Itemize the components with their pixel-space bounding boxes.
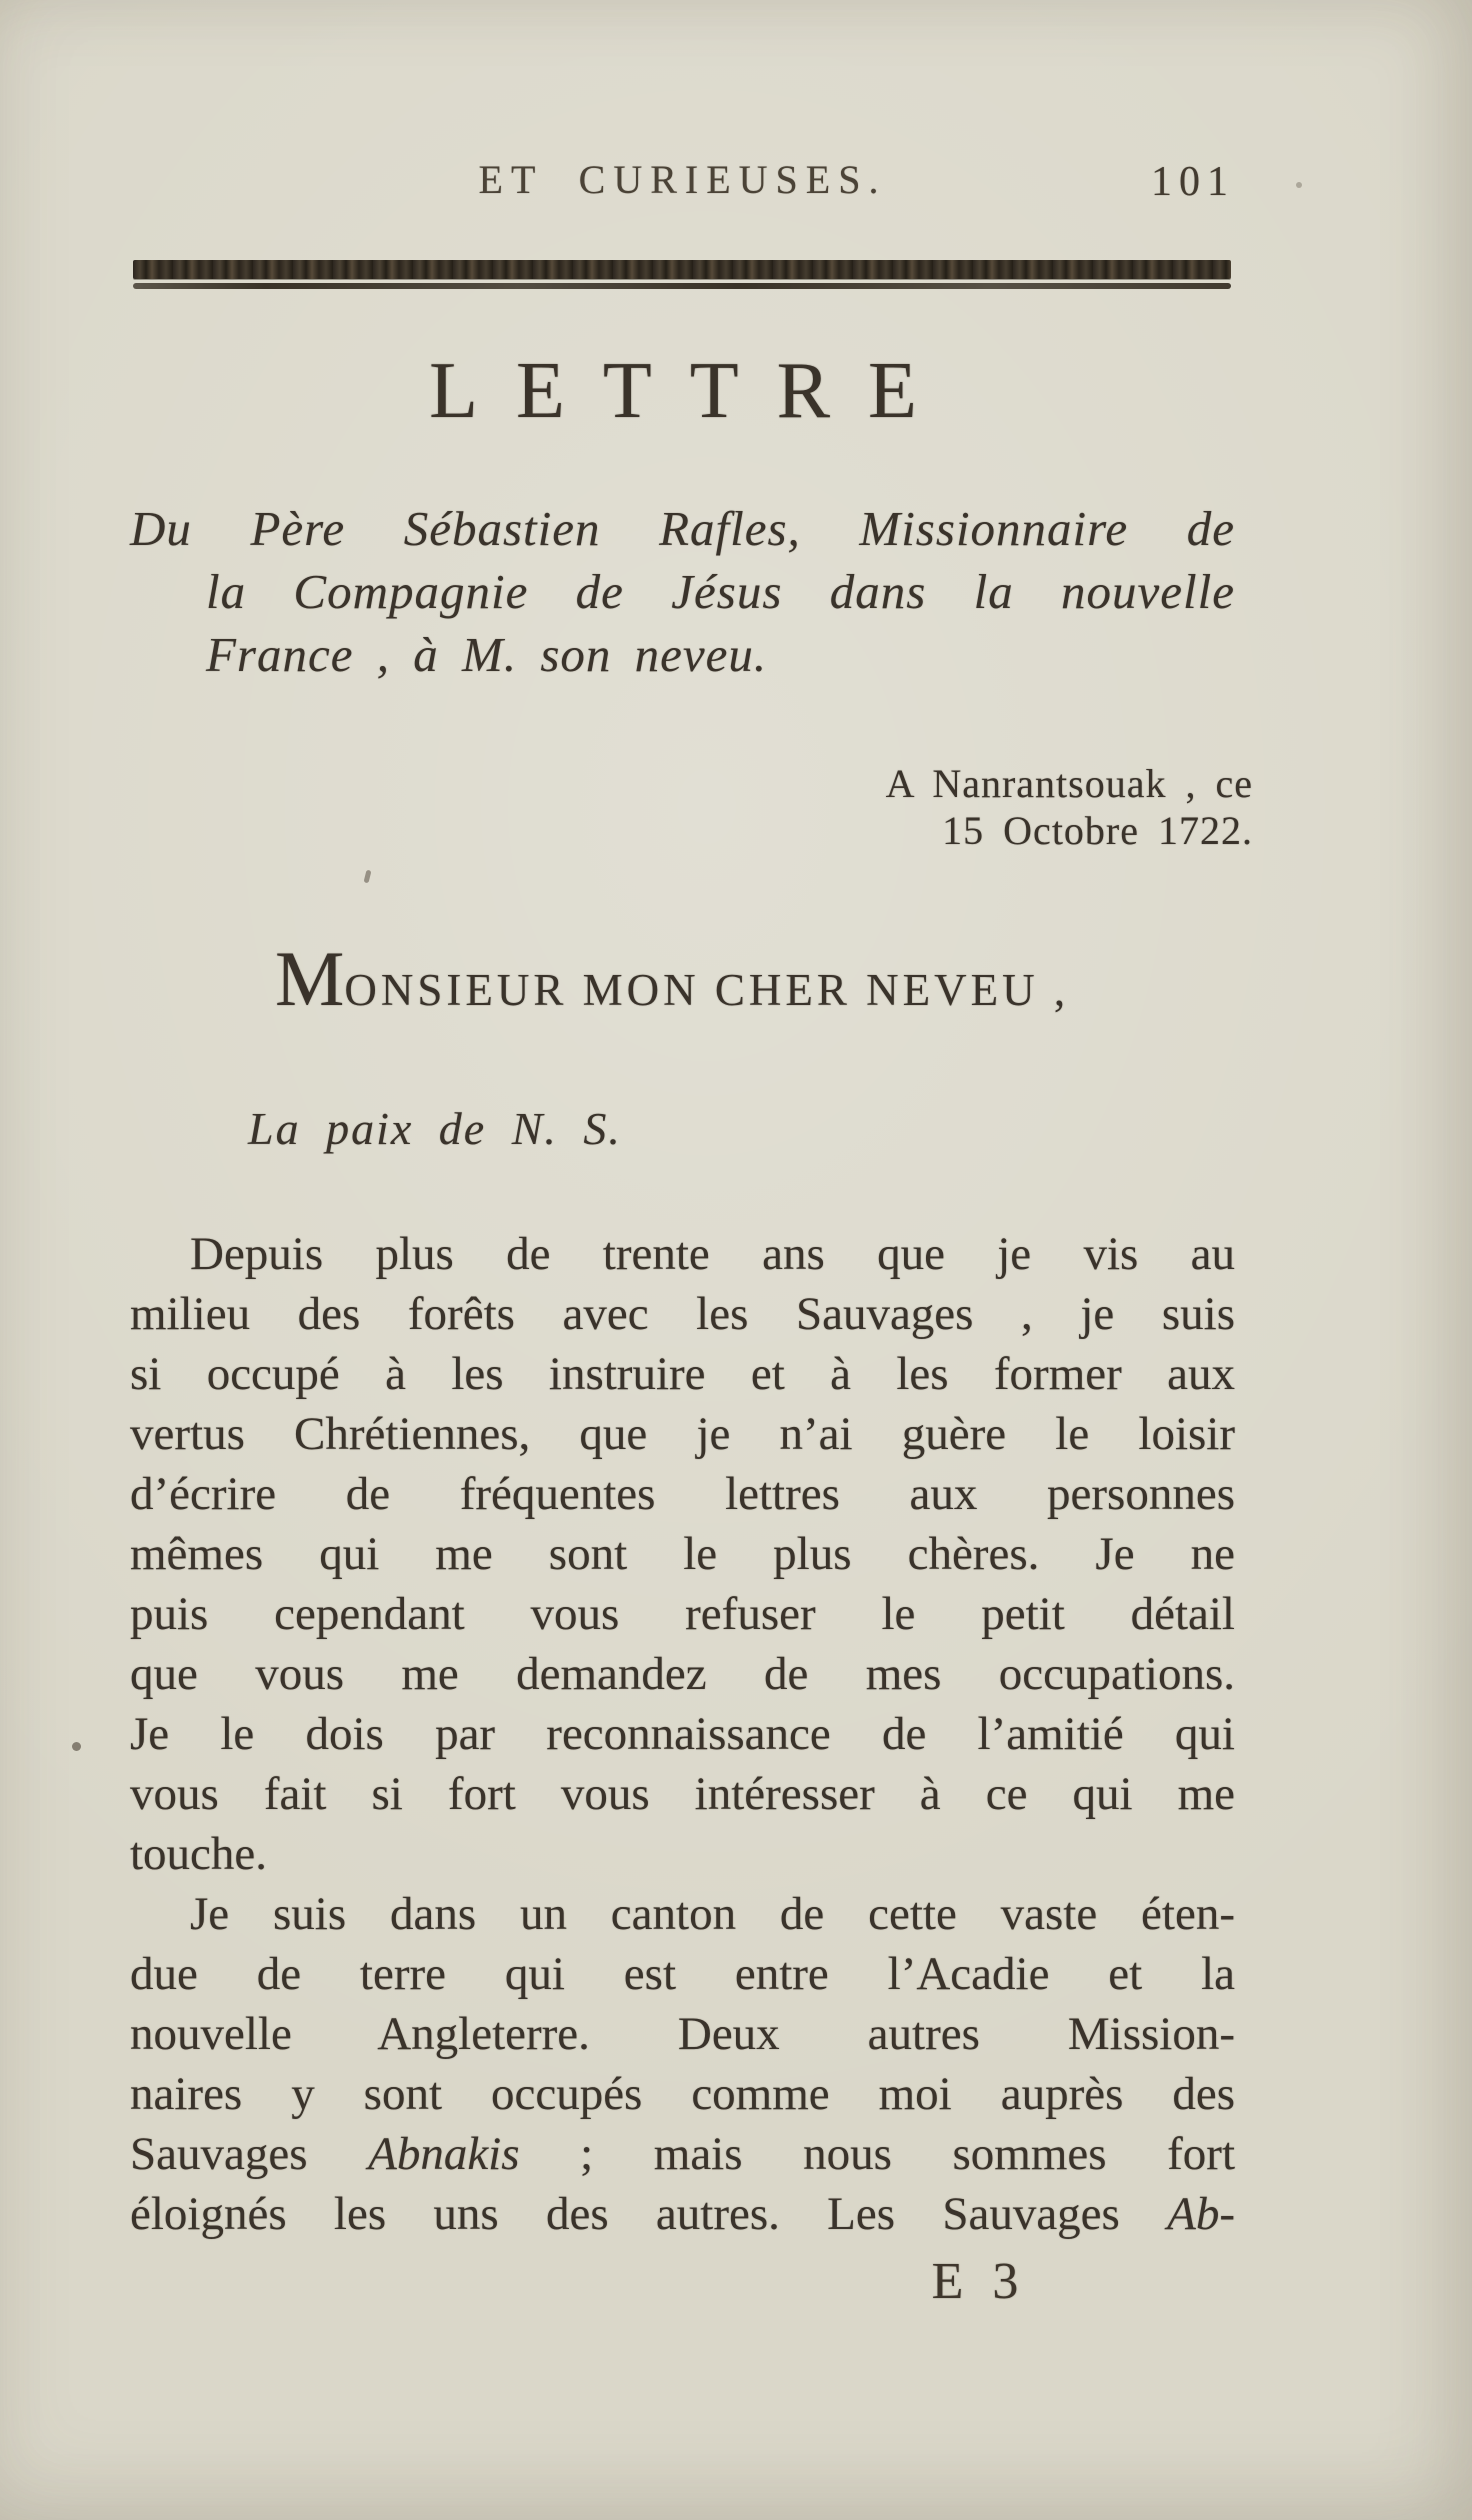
subtitle-line: France , à M. son neveu. (206, 627, 768, 682)
letter-title: LETTRE (429, 347, 955, 435)
ornamental-rule-band (133, 260, 1231, 279)
body-line: que vous me demandez de mes occupations. (130, 1648, 1235, 1700)
signature-mark: E 3 (931, 2253, 1019, 2310)
body-line-italic: Ab- (1167, 2188, 1235, 2240)
body-line-text: ; mais nous sommes fort (519, 2128, 1235, 2180)
page-number: 101 (1151, 159, 1235, 205)
letter-subtitle (130, 497, 1235, 686)
body-line: Je le dois par reconnaissance de l’amitié qui (130, 1708, 1235, 1760)
body-line (130, 2004, 1235, 2064)
subtitle-line: la Compagnie de Jésus dans la nouvelle (206, 564, 1235, 619)
body-line: touche. (130, 1828, 268, 1880)
running-header-title: ET CURIEUSES. (478, 157, 887, 202)
ornamental-rule-underline (133, 283, 1231, 289)
dateline-place: A Nanrantsouak , ce (885, 761, 1253, 806)
body-line-italic: Abnakis (368, 2128, 520, 2180)
body-line: si occupé à les instruire et à les former aux (130, 1348, 1235, 1400)
body-line: vertus Chrétiennes, que je n’ai guère le loisir (130, 1408, 1235, 1460)
ink-speck (1296, 182, 1302, 188)
ink-speck (72, 1742, 81, 1751)
salutation-initial: M (275, 935, 345, 1022)
body-line: vous fait si fort vous intéresser à ce qui me (130, 1768, 1235, 1820)
body-line-text: nouvelle Angleterre. Deux autres Mission- (130, 2008, 1235, 2060)
body-line-text: Je suis dans un canton de cette vaste éten- (190, 1888, 1235, 1940)
body-paragraph-2 (130, 1884, 1235, 2244)
body-line-text: éloignés les uns des autres. Les Sauvages (130, 2188, 1168, 2240)
body-line-text: Sauvages (130, 2128, 369, 2180)
body-line (130, 1944, 1235, 2004)
body-line (130, 2124, 1235, 2184)
dateline (130, 760, 1253, 854)
body-line (130, 2184, 1235, 2244)
body-line: d’écrire de fréquentes lettres aux personnes (130, 1468, 1235, 1520)
running-header (130, 156, 1235, 210)
body-line (130, 2064, 1235, 2124)
body-line: puis cependant vous refuser le petit détail (130, 1588, 1235, 1640)
subtitle-line: Du Père Sébastien Rafles, Missionnaire de (130, 501, 1235, 556)
salutation (130, 935, 1235, 1022)
body-line-text: due de terre qui est entre l’Acadie et la (130, 1948, 1235, 2000)
greeting-line: La paix de N. S. (248, 1103, 622, 1154)
body-line: Depuis plus de trente ans que je vis au (190, 1228, 1235, 1280)
salutation-text: ONSIEUR MON CHER NEVEU , (344, 965, 1070, 1015)
body-line (130, 1884, 1235, 1944)
dateline-date: 15 Octobre 1722. (942, 808, 1253, 853)
body-line: milieu des forêts avec les Sauvages , je suis (130, 1288, 1235, 1340)
body-paragraph-1 (130, 1224, 1235, 1884)
body-line: mêmes qui me sont le plus chères. Je ne (130, 1528, 1235, 1580)
ornamental-rule (133, 260, 1231, 289)
body-line-text: naires y sont occupés comme moi auprès des (130, 2068, 1235, 2120)
ink-speck (364, 870, 372, 884)
